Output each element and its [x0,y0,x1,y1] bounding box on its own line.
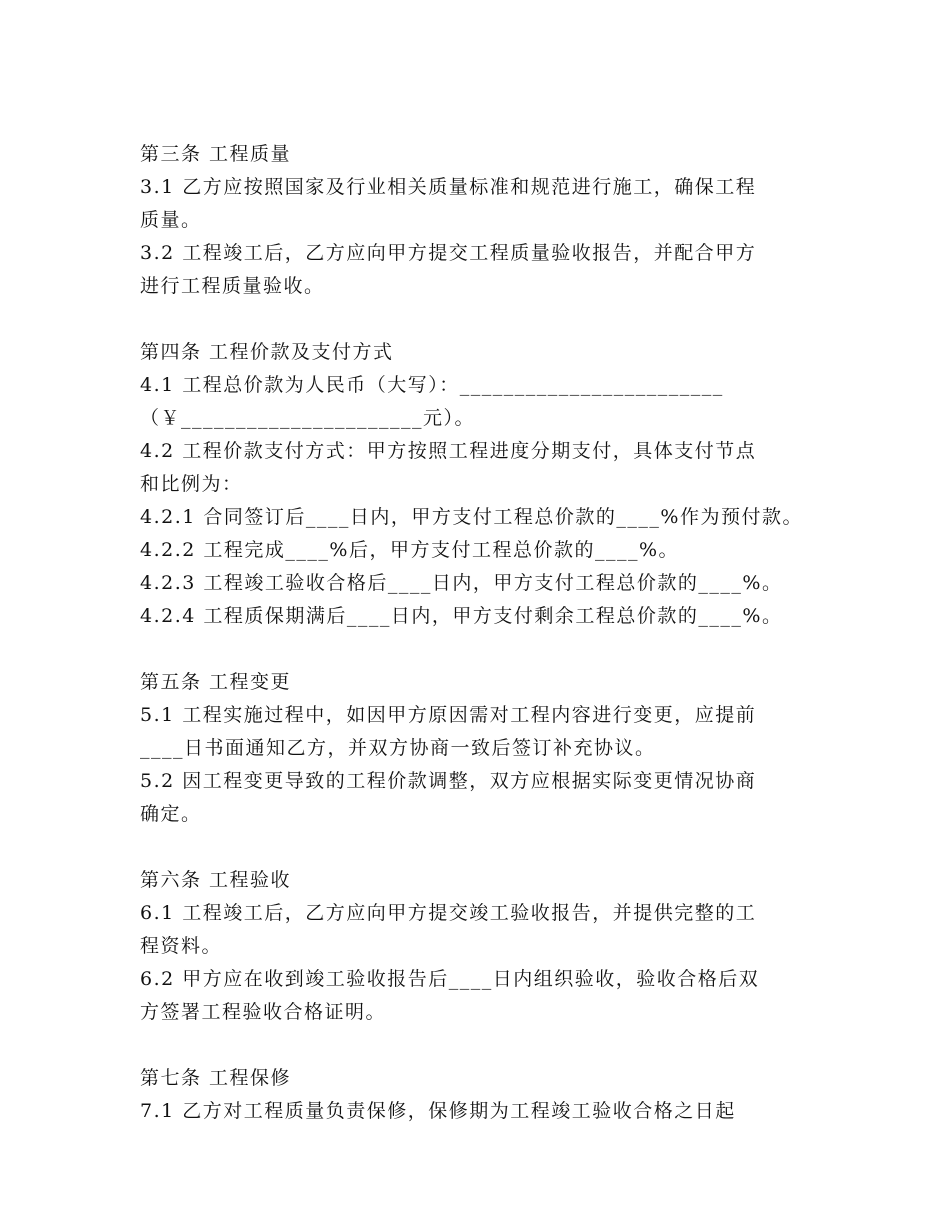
clause-line: 6.2 甲方应在收到竣工验收报告后____日内组织验收，验收合格后双 [140,968,760,990]
clause-line: 4.2.3 工程竣工验收合格后____日内，甲方支付工程总价款的____%。 [140,572,783,594]
section-article-4 [140,336,840,633]
section-heading: 第七条 工程保修 [140,1067,292,1089]
clause-line: 进行工程质量验收。 [140,275,325,297]
clause-line: 5.2 因工程变更导致的工程价款调整，双方应根据实际变更情况协商 [140,770,757,792]
section-article-5 [140,666,840,831]
clause-line: 3.2 工程竣工后，乙方应向甲方提交工程质量验收报告，并配合甲方 [140,242,757,264]
contract-body [140,138,840,1128]
clause-line: （￥______________________元）。 [140,407,476,429]
section-article-7 [140,1062,840,1128]
clause-line: 3.1 乙方应按照国家及行业相关质量标准和规范进行施工，确保工程 [140,176,757,198]
clause-line: 4.2.4 工程质保期满后____日内，甲方支付剩余工程总价款的____%。 [140,605,783,627]
clause-line: 方签署工程验收合格证明。 [140,1001,387,1023]
clause-line: 质量。 [140,209,202,231]
clause-line: 5.1 工程实施过程中，如因甲方原因需对工程内容进行变更，应提前 [140,704,757,726]
section-heading: 第三条 工程质量 [140,143,292,165]
clause-line: 和比例为： [140,473,243,495]
section-heading: 第四条 工程价款及支付方式 [140,341,394,363]
section-heading: 第六条 工程验收 [140,869,292,891]
clause-line: 7.1 乙方对工程质量负责保修，保修期为工程竣工验收合格之日起 [140,1100,736,1122]
clause-line: 6.1 工程竣工后，乙方应向甲方提交竣工验收报告，并提供完整的工 [140,902,757,924]
section-article-6 [140,864,840,1029]
clause-line: 4.1 工程总价款为人民币（大写）：________________________ [140,374,724,396]
clause-line: 程资料。 [140,935,223,957]
clause-line: 确定。 [140,803,202,825]
section-heading: 第五条 工程变更 [140,671,292,693]
section-article-3 [140,138,840,303]
clause-line: 4.2.1 合同签订后____日内，甲方支付工程总价款的____%作为预付款。 [140,506,803,528]
clause-line: 4.2.2 工程完成____%后，甲方支付工程总价款的____%。 [140,539,679,561]
clause-line: 4.2 工程价款支付方式：甲方按照工程进度分期支付，具体支付节点 [140,440,757,462]
clause-line: ____日书面通知乙方，并双方协商一致后签订补充协议。 [140,737,656,759]
